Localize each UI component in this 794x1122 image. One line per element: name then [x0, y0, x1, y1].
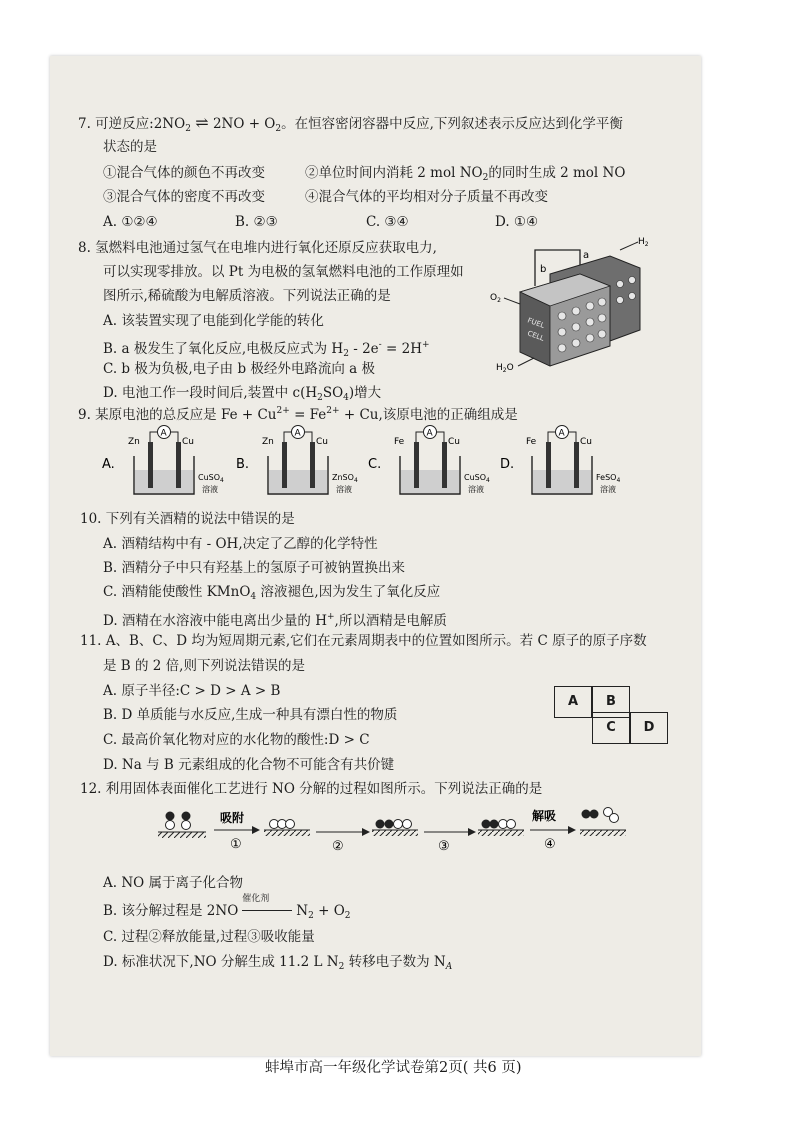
periodic-cell-b: B — [592, 686, 630, 718]
option-letter: A. — [102, 457, 115, 472]
q12-option-b: B. 该分解过程是 2NO 催化剂 $N_2 + O_2$ — [103, 894, 351, 921]
adsorb-label: 吸附 — [220, 811, 245, 825]
periodic-cell-c: C — [592, 712, 630, 744]
stage-5-products — [582, 808, 619, 823]
q9-stem: 9. 某原电池的总反应是 $Fe + Cu^{2+} = Fe^{2+} + Cu$,该原电池的正确组成是 — [78, 406, 518, 423]
q7-option-d: D. ①④ — [495, 214, 539, 230]
wire-right — [436, 432, 444, 442]
h2o-label: $H_2O$ — [496, 363, 514, 374]
wire-right — [170, 432, 178, 442]
periodic-cell-a: A — [554, 686, 592, 718]
wire-right — [568, 432, 576, 442]
q7-statement-3: ③混合气体的密度不再改变 — [103, 189, 265, 205]
stage-1-molecules — [166, 812, 191, 830]
fuel-cell-figure — [490, 234, 650, 374]
right-electrode — [574, 442, 579, 488]
q11-stem-1: 11. A、B、C、D 均为短周期元素,它们在元素周期表中的位置如图所示。若 C 原子的原子序数 — [80, 633, 647, 649]
step-2-label: ② — [332, 839, 344, 854]
periodic-cell-d: D — [630, 712, 668, 744]
q12-option-c: C. 过程②释放能量,过程③吸收能量 — [103, 929, 315, 945]
step-3-label: ③ — [438, 839, 450, 854]
right-electrode — [310, 442, 315, 488]
exam-page — [50, 56, 701, 1076]
left-electrode — [148, 442, 153, 488]
q10-option-c: C. 酒精能使酸性 KMnO$_4$ 溶液褪色,因为发生了氧化反应 — [103, 584, 441, 602]
solution-label: CuSO$_4$ — [464, 473, 490, 484]
q10-option-d: D. 酒精在水溶液中能电离出少量的 H+,所以酒精是电解质 — [103, 612, 447, 629]
q8-stem-2: 可以实现零排放。以 Pt 为电极的氢氧燃料电池的工作原理如 — [103, 264, 464, 280]
q10-option-b: B. 酒精分子中只有羟基上的氢原子可被钠置换出来 — [103, 560, 406, 576]
q7-statement-2: ②单位时间内消耗 2 mol $NO_2$的同时生成 2 mol NO — [305, 165, 626, 183]
right-electrode — [176, 442, 181, 488]
left-electrode-label: Fe — [394, 437, 405, 447]
left-electrode-label: Zn — [128, 437, 140, 447]
electrode-b-label: b — [540, 264, 547, 275]
no-decomposition-figure — [156, 802, 636, 862]
q11-stem-2: 是 B 的 2 倍,则下列说法错误的是 — [103, 658, 305, 674]
wire-left — [548, 432, 556, 442]
option-letter: C. — [368, 457, 382, 472]
left-electrode — [546, 442, 551, 488]
q8-option-b: B. a 极发生了氧化反应,电极反应式为 $H_2 - 2e^- = 2H^+$ — [103, 340, 430, 359]
q7-option-b: B. ②③ — [235, 214, 278, 230]
right-electrode-label: Cu — [316, 437, 328, 447]
wire-left — [150, 432, 158, 442]
step-4-label: ④ — [544, 837, 556, 852]
left-electrode-label: Zn — [262, 437, 274, 447]
electrode-a-label: a — [583, 250, 590, 261]
stage-4-recombined — [482, 820, 516, 829]
solution — [135, 470, 193, 493]
ammeter-label: A — [294, 428, 301, 439]
desorb-label: 解吸 — [532, 809, 557, 823]
q12-option-d: D. 标准状况下,NO 分解生成 11.2 L $N_2$ 转移电子数为 $N_A$ — [103, 954, 453, 972]
solution-label: FeSO$_4$ — [596, 473, 621, 484]
q7-option-c: C. ③④ — [366, 214, 409, 230]
ammeter-label: A — [426, 428, 433, 439]
q12-stem: 12. 利用固体表面催化工艺进行 NO 分解的过程如图所示。下列说法正确的是 — [80, 781, 543, 797]
stage-3-dissociated — [376, 820, 412, 829]
q8-option-c: C. b 极为负极,电子由 b 极经外电路流向 a 极 — [103, 361, 376, 377]
ammeter-label: A — [160, 428, 167, 439]
q11-option-d: D. Na 与 B 元素组成的化合物不可能含有共价键 — [103, 757, 395, 773]
q8-option-d: D. 电池工作一段时间后,装置中 $c(H_2SO_4)$增大 — [103, 385, 382, 403]
q10-stem: 10. 下列有关酒精的说法中错误的是 — [80, 511, 295, 527]
left-electrode — [282, 442, 287, 488]
right-electrode-label: Cu — [182, 437, 194, 447]
q12-option-a: A. NO 属于离子化合物 — [103, 875, 244, 891]
q7-option-a: A. ①②④ — [103, 214, 158, 230]
q8-stem-3: 图所示,稀硫酸为电解质溶液。下列说法正确的是 — [103, 288, 391, 304]
h2-label: $H_2$ — [638, 237, 649, 248]
wire-left — [284, 432, 292, 442]
solution-label: ZnSO$_4$ — [332, 473, 358, 484]
q8-option-a: A. 该装置实现了电能到化学能的转化 — [103, 313, 324, 329]
option-letter: B. — [236, 457, 250, 472]
left-electrode-label: Fe — [526, 437, 537, 447]
page-footer: 蚌埠市高一年级化学试卷第2页( 共6 页) — [265, 1060, 522, 1076]
right-electrode-label: Cu — [580, 437, 592, 447]
q11-option-c: C. 最高价氧化物对应的水化物的酸性:D > C — [103, 732, 370, 748]
solution — [533, 470, 591, 493]
q11-option-a: A. 原子半径:C > D > A > B — [103, 683, 281, 699]
solution — [269, 470, 327, 493]
q11-option-b: B. D 单质能与水反应,生成一种具有漂白性的物质 — [103, 707, 398, 723]
solution — [401, 470, 459, 493]
solution-label: CuSO$_4$ — [198, 473, 224, 484]
wire-left — [416, 432, 424, 442]
q8-stem-1: 8. 氢燃料电池通过氢气在电堆内进行氧化还原反应获取电力, — [78, 240, 437, 256]
right-electrode-label: Cu — [448, 437, 460, 447]
q9-option-c — [368, 422, 508, 504]
right-electrode — [442, 442, 447, 488]
q9-option-a — [102, 422, 242, 504]
q7-stem: 7. 可逆反应$:2NO_2$ ⇌ $2NO + O_2$。在恒容密闭容器中反应,下列叙述表示反应达到化学平衡 — [78, 113, 623, 134]
solution-label-2: 溶液 — [336, 485, 352, 494]
step-1-label: ① — [230, 837, 242, 852]
q7-stem-2: 状态的是 — [103, 139, 157, 155]
left-electrode — [414, 442, 419, 488]
ammeter-label: A — [558, 428, 565, 439]
q9-option-d — [500, 422, 640, 504]
q10-option-a: A. 酒精结构中有 - OH,决定了乙醇的化学特性 — [103, 536, 378, 552]
q7-statement-1: ①混合气体的颜色不再改变 — [103, 165, 265, 181]
fuel-label: FUEL — [526, 316, 546, 330]
q7-statement-4: ④混合气体的平均相对分子质量不再改变 — [305, 189, 548, 205]
option-letter: D. — [500, 457, 515, 472]
o2-label: $O_2$ — [490, 293, 501, 304]
stage-2-adsorbed — [270, 820, 295, 829]
solution-label-2: 溶液 — [468, 485, 484, 494]
cell-label: CELL — [526, 329, 546, 343]
q9-option-b — [236, 422, 376, 504]
wire-right — [304, 432, 312, 442]
solution-label-2: 溶液 — [600, 485, 616, 494]
solution-label-2: 溶液 — [202, 485, 218, 494]
